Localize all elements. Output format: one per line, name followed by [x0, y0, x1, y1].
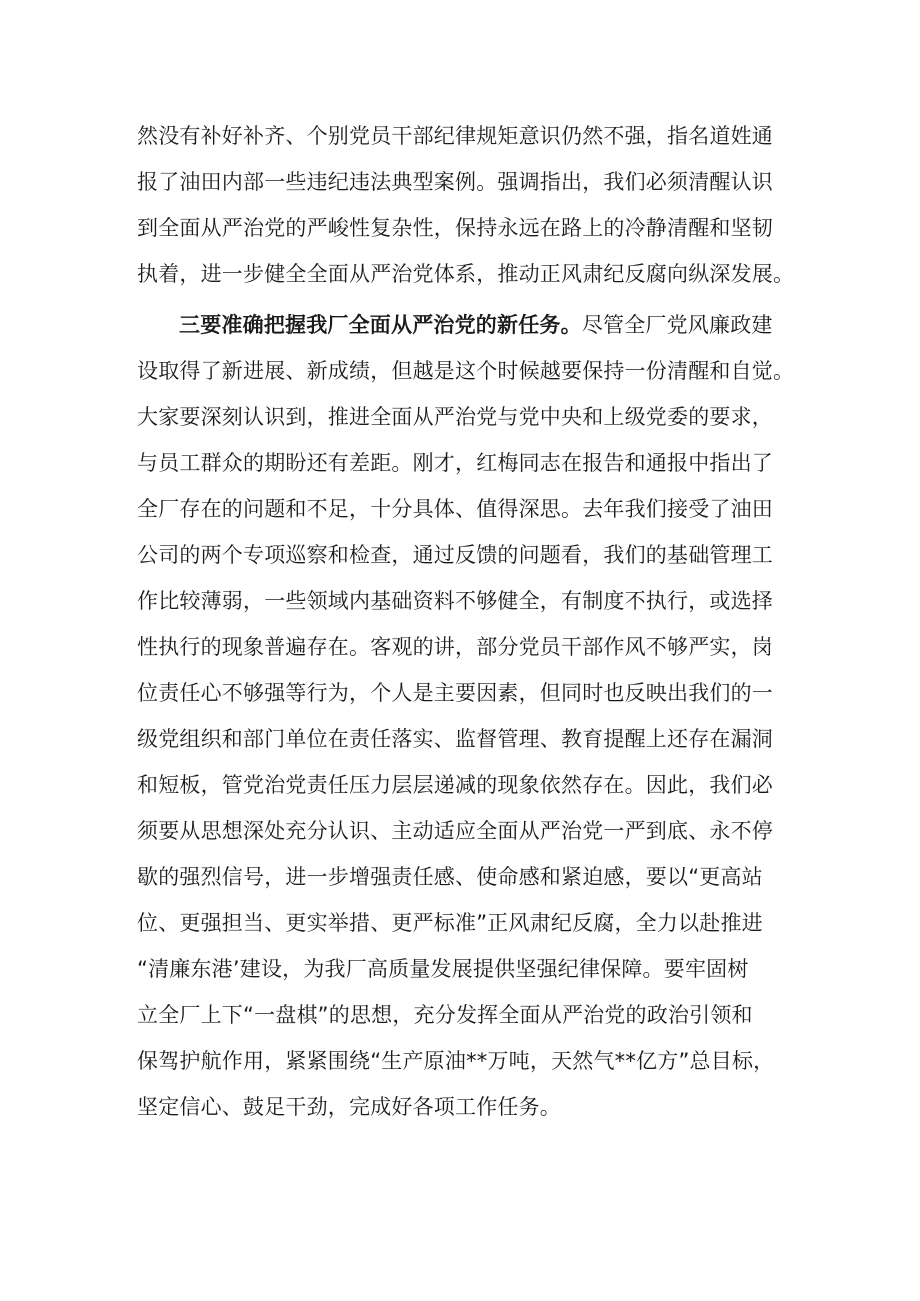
paragraph-2-line: 和短板，管党治党责任压力层层递减的现象依然存在。因此，我们必 [137, 773, 773, 797]
paragraph-2 [137, 302, 797, 1130]
paragraph-2-line: “清廉东港’建设，为我厂高质量发展提供坚强纪律保障。要牢固树 [137, 957, 749, 981]
paragraph-1-line: 报了油田内部一些违纪违法典型案例。强调指出，我们必须清醒认识 [137, 170, 773, 194]
paragraph-1-line: 到全面从严治党的严峻性复杂性，保持永远在路上的冷静清醒和坚韧 [137, 216, 773, 240]
paragraph-2-line: 作比较薄弱，一些领域内基础资料不够健全，有制度不执行，或选择 [137, 589, 773, 613]
paragraph-2-line: 设取得了新进展、新成绩，但越是这个时候越要保持一份清醒和自觉。 [137, 359, 795, 383]
paragraph-2-line: 与员工群众的期盼还有差距。刚才，红梅同志在报告和通报中指出了 [137, 451, 773, 475]
paragraph-2-line: 歇的强烈信号，进一步增强责任感、使命感和紧迫感，要以“更高站 [137, 865, 763, 889]
paragraph-2-first-line [137, 302, 797, 348]
paragraph-2-line: 保驾护航作用，紧紧围绕“生产原油**万吨，天然气**亿方”总目标， [137, 1049, 775, 1073]
paragraph-2-line: 立全厂上下“一盘棋”的思想，充分发挥全面从严治党的政治引领和 [137, 1003, 753, 1027]
paragraph-2-first-line-text: 尽管全厂党风廉政建 [581, 313, 773, 337]
paragraph-2-line: 全厂存在的问题和不足，十分具体、值得深思。去年我们接受了油田 [137, 497, 773, 521]
paragraph-2-line: 性执行的现象普遍存在。客观的讲，部分党员干部作风不够严实，岗 [137, 635, 773, 659]
paragraph-2-line: 级党组织和部门单位在责任落实、监督管理、教育提醒上还存在漏洞 [137, 727, 773, 751]
paragraph-2-line: 位、更强担当、更实举措、更严标准”正风肃纪反腐，全力以赴推进 [137, 911, 763, 935]
paragraph-2-line: 公司的两个专项巡察和检查，通过反馈的问题看，我们的基础管理工 [137, 543, 773, 567]
section-heading: 三要准确把握我厂全面从严治党的新任务。 [179, 313, 582, 337]
paragraph-1-line: 执着，进一步健全全面从严治党体系，推动正风肃纪反腐向纵深发展。 [137, 262, 795, 286]
paragraph-2-line: 大家要深刻认识到，推进全面从严治党与党中央和上级党委的要求， [137, 405, 773, 429]
paragraph-1 [137, 113, 797, 297]
paragraph-1-line: 然没有补好补齐、个别党员干部纪律规矩意识仍然不强，指名道姓通 [137, 124, 773, 148]
paragraph-2-line: 坚定信心、鼓足干劲，完成好各项工作任务。 [137, 1095, 561, 1119]
paragraph-2-line: 位责任心不够强等行为，个人是主要因素，但同时也反映出我们的一 [137, 681, 773, 705]
paragraph-2-line: 须要从思想深处充分认识、主动适应全面从严治党一严到底、永不停 [137, 819, 773, 843]
